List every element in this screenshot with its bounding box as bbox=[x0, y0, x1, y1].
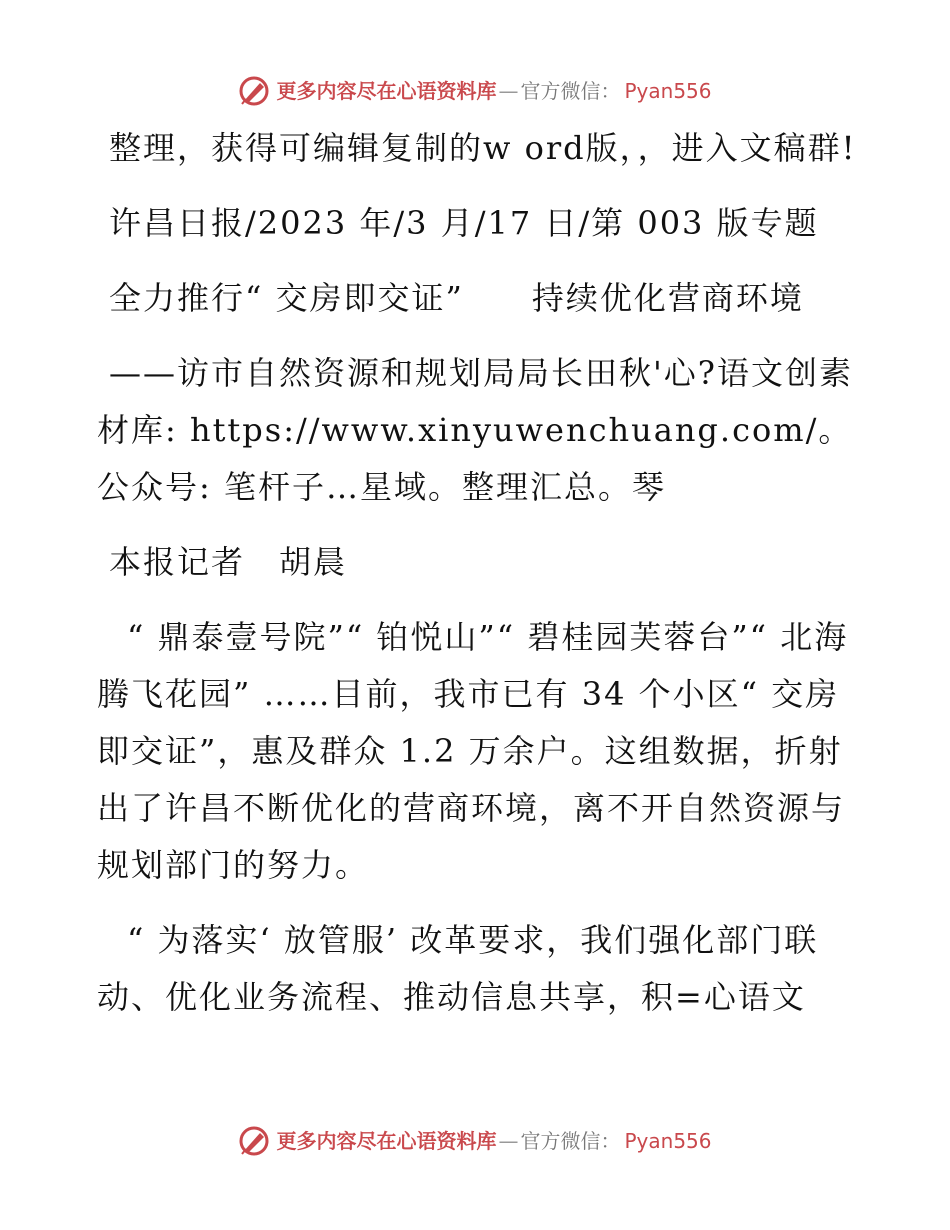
watermark-dash: — bbox=[498, 1129, 519, 1153]
watermark-dash: — bbox=[498, 79, 519, 103]
paragraph-intro: 整理，获得可编辑复制的w ord版，，进入文稿群! bbox=[109, 129, 857, 167]
paragraph-source: 许昌日报/2023 年/3 月/17 日/第 003 版专题 bbox=[109, 204, 819, 242]
watermark-id: Pyan556 bbox=[624, 1129, 712, 1153]
watermark-lead: 更多内容尽在心语资料库 bbox=[276, 1129, 497, 1153]
article-subtitle: ——访市自然资源和规划局局长田秋'心?语文创素材库: https://www.xinyuwenchuang.com/。公众号: 笔杆子…星域。整理汇总。琴 bbox=[97, 354, 853, 506]
document-body bbox=[97, 120, 857, 1044]
watermark-label: 官方微信： bbox=[520, 1129, 621, 1153]
paragraph-body-1: “ 鼎泰壹号院”“ 铂悦山”“ 碧桂园芙蓉台”“ 北海腾飞花园” ……目前，我市已有 34 个小区“ 交房即交证”，惠及群众 1.2 万余户。这组数据，折射出了许昌不断优化的营商环境，离不开自然资源与规划部门的努力。 bbox=[97, 618, 849, 884]
pen-logo-icon bbox=[238, 75, 270, 107]
watermark-id: Pyan556 bbox=[624, 79, 712, 103]
header-watermark bbox=[0, 75, 950, 107]
pen-logo-icon bbox=[238, 1125, 270, 1157]
watermark-lead: 更多内容尽在心语资料库 bbox=[276, 79, 497, 103]
article-title: 全力推行“ 交房即交证” 持续优化营商环境 bbox=[109, 279, 804, 317]
paragraph-body-2: “ 为落实‘ 放管服’ 改革要求，我们强化部门联动、优化业务流程、推动信息共享，积=心语文 bbox=[97, 921, 819, 1016]
footer-watermark bbox=[0, 1125, 950, 1157]
watermark-label: 官方微信： bbox=[520, 79, 621, 103]
article-byline: 本报记者 胡晨 bbox=[109, 543, 348, 581]
